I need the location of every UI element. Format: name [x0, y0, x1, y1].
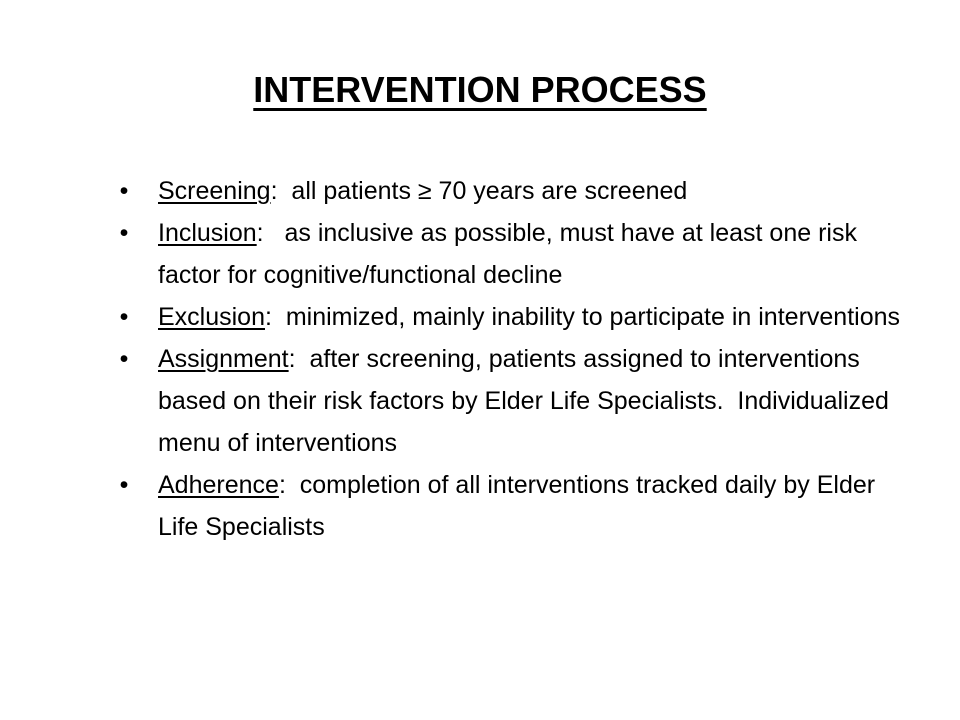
bullet-dot-icon: • [119, 345, 129, 373]
bullet-term: Assignment [158, 345, 289, 373]
bullet-term: Adherence [158, 471, 279, 499]
bullet-item-screening [112, 170, 912, 212]
bullet-text: all patients ≥ 70 years are screened [291, 177, 688, 205]
bullet-item-exclusion [112, 296, 912, 338]
bullet-item-assignment [112, 338, 912, 464]
bullet-item-inclusion [112, 212, 912, 296]
bullet-text: minimized, mainly inability to participate in interventions [285, 303, 901, 331]
bullet-separator: : [278, 471, 300, 499]
bullet-separator: : [256, 219, 285, 247]
bullet-dot-icon: • [119, 219, 129, 247]
bullet-term: Exclusion [158, 303, 265, 331]
bullet-term: Screening [158, 177, 271, 205]
bullet-list [112, 170, 912, 548]
bullet-separator: : [265, 303, 286, 331]
bullet-text: completion of all interventions tracked daily by Elder Life Specialists [158, 471, 876, 541]
bullet-separator: : [270, 177, 292, 205]
bullet-text: as inclusive as possible, must have at least one risk factor for cognitive/functional decline [158, 219, 857, 289]
bullet-dot-icon: • [119, 177, 129, 205]
slide-title: INTERVENTION PROCESS [253, 69, 707, 110]
bullet-text: after screening, patients assigned to interventions based on their risk factors by Elder Life Specialists. Individualized menu of interventions [158, 345, 896, 457]
bullet-dot-icon: • [119, 471, 129, 499]
bullet-term: Inclusion [158, 219, 257, 247]
bullet-item-adherence [112, 464, 912, 548]
bullet-dot-icon: • [119, 303, 129, 331]
bullet-separator: : [288, 345, 310, 373]
